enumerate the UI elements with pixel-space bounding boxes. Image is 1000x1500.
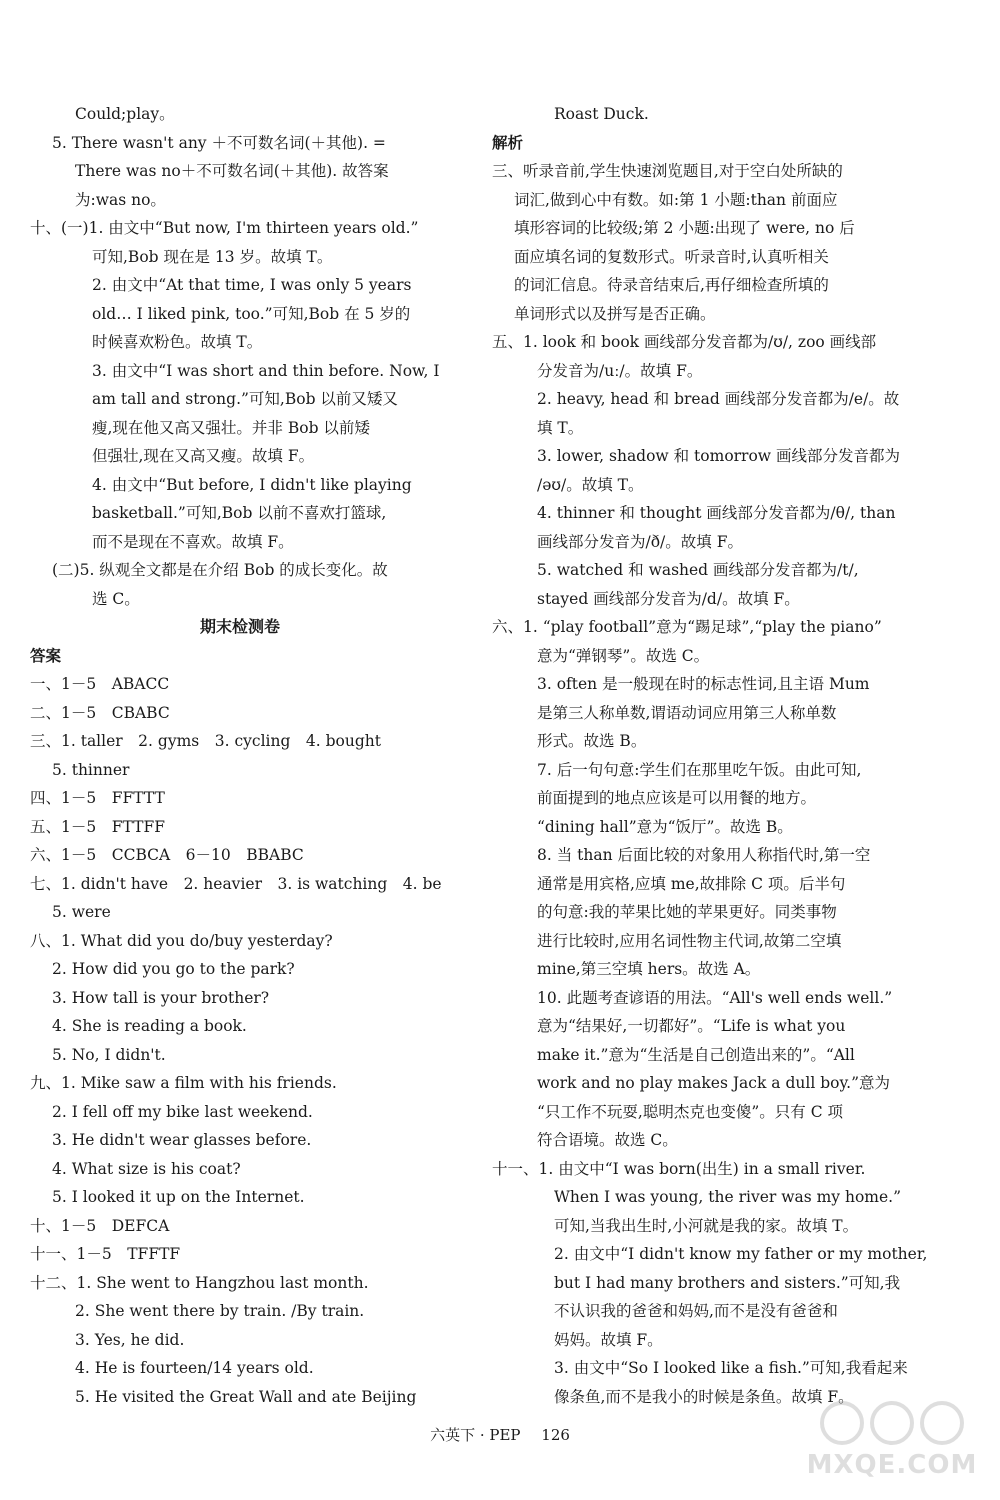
text-line: 像条鱼,而不是我小的时候是条鱼。故填 F。: [554, 1387, 854, 1406]
text-line: 通常是用宾格,应填 me,故排除 C 项。后半句: [537, 874, 846, 893]
text-line: 时候喜欢粉色。故填 T。: [92, 333, 263, 351]
text-line: 是第三人称单数,谓语动词应用第三人称单数: [537, 703, 837, 722]
text-line: 3. often 是一般现在时的标志性词,且主语 Mum: [537, 675, 870, 693]
text-line: 十二、1. She went to Hangzhou last month.: [30, 1273, 369, 1292]
footer-book-label: 六英下 · PEP: [430, 1426, 521, 1444]
text-line: 形式。故选 B。: [537, 732, 647, 750]
text-line: 7. 后一句句意:学生们在那里吃午饭。由此可知,: [537, 760, 862, 779]
text-line: 4. thinner 和 thought 画线部分发音都为/θ/, than: [537, 504, 896, 522]
text-line: 进行比较时,应用名词性物主代词,故第二空填: [537, 931, 842, 950]
text-line: 三、1. taller 2. gyms 3. cycling 4. bought: [30, 732, 381, 750]
text-line: make it.”意为“生活是自己创造出来的”。“All: [537, 1045, 855, 1064]
sub-heading: 解析: [492, 133, 524, 152]
text-line: 五、1－5 FTTFF: [30, 817, 165, 836]
text-line: 的句意:我的苹果比她的苹果更好。同类事物: [537, 903, 837, 921]
text-line: 五、1. look 和 book 画线部分发音都为/ʊ/, zoo 画线部: [492, 333, 877, 351]
text-line: stayed 画线部分发音为/d/。故填 F。: [537, 589, 800, 608]
text-line: /əʊ/。故填 T。: [537, 475, 644, 494]
page-number: 126: [541, 1426, 570, 1444]
text-line: 3. He didn't wear glasses before.: [52, 1131, 312, 1149]
text-line: 3. 由文中“So I looked like a fish.”可知,我看起来: [554, 1359, 908, 1377]
text-line: There was no＋不可数名词(＋其他). 故答案: [75, 162, 389, 180]
text-line: Roast Duck.: [554, 105, 649, 123]
text-line: 七、1. didn't have 2. heavier 3. is watching 4. be: [30, 874, 442, 893]
text-line: 三、听录音前,学生快速浏览题目,对于空白处所缺的: [492, 162, 843, 180]
text-line: 5. There wasn't any ＋不可数名词(＋其他). =: [52, 133, 386, 152]
text-line: 3. Yes, he did.: [75, 1330, 185, 1349]
text-line: 为:was no。: [75, 190, 166, 209]
text-line: 妈妈。故填 F。: [554, 1330, 663, 1349]
text-line: 10. 此题考查谚语的用法。“All's well ends well.”: [537, 988, 893, 1007]
text-line: 一、1－5 ABACC: [30, 675, 170, 693]
text-line: 六、1－5 CCBCA 6－10 BBABC: [30, 846, 304, 864]
text-line: (二)5. 纵观全文都是在介绍 Bob 的成长变化。故: [52, 561, 388, 579]
text-line: 四、1－5 FFTTT: [30, 789, 165, 807]
text-line: 十一、1. 由文中“I was born(出生) in a small river.: [492, 1159, 866, 1178]
text-line: 2. How did you go to the park?: [52, 960, 295, 978]
text-line: basketball.”可知,Bob 以前不喜欢打篮球,: [92, 504, 387, 522]
text-line: 瘦,现在他又高又强壮。并非 Bob 以前矮: [92, 418, 370, 437]
text-line: 分发音为/uː/。故填 F。: [537, 361, 703, 380]
watermark-url: MXQE.COM: [806, 1450, 978, 1480]
text-line: 5. thinner: [52, 760, 130, 779]
text-line: 2. 由文中“At that time, I was only 5 years: [92, 276, 412, 294]
text-line: 单词形式以及拼写是否正确。: [514, 304, 716, 323]
text-line: 十、1－5 DEFCA: [30, 1216, 170, 1235]
text-line: 符合语境。故选 C。: [537, 1131, 678, 1149]
text-line: 十一、1－5 TFFTF: [30, 1245, 181, 1263]
sub-heading: 答案: [30, 646, 62, 665]
text-line: mine,第三空填 hers。故选 A。: [537, 960, 761, 978]
sec-heading: 期末检测卷: [199, 617, 280, 636]
text-line: 填 T。: [537, 418, 584, 437]
text-line: 3. 由文中“I was short and thin before. Now, I: [92, 361, 440, 380]
text-line: When I was young, the river was my home.”: [554, 1188, 902, 1206]
text-line: 4. What size is his coat?: [52, 1159, 241, 1178]
text-line: 5. I looked it up on the Internet.: [52, 1188, 305, 1206]
text-line: 3. How tall is your brother?: [52, 988, 270, 1007]
watermark: [802, 1398, 982, 1488]
text-line: 而不是现在不喜欢。故填 F。: [92, 532, 294, 551]
text-line: “dining hall”意为“饭厅”。故选 B。: [537, 817, 793, 836]
text-line: 六、1. “play football”意为“踢足球”,“play the piano”: [492, 618, 882, 636]
text-line: 意为“弹钢琴”。故选 C。: [537, 646, 710, 665]
text-line: old… I liked pink, too.”可知,Bob 在 5 岁的: [92, 304, 411, 323]
text-line: 2. 由文中“I didn't know my father or my mother,: [554, 1245, 928, 1263]
text-line: but I had many brothers and sisters.”可知,我: [554, 1273, 901, 1292]
text-line: 填形容词的比较级;第 2 小题:出现了 were, no 后: [514, 219, 855, 237]
right-column: [492, 100, 928, 1411]
text-line: 4. He is fourteen/14 years old.: [75, 1359, 314, 1377]
text-line: 画线部分发音为/ð/。故填 F。: [537, 532, 743, 551]
text-line: 5. watched 和 washed 画线部分发音都为/t/,: [537, 561, 859, 579]
text-line: 不认识我的爸爸和妈妈,而不是没有爸爸和: [554, 1302, 838, 1320]
watermark-logo: [812, 1398, 972, 1448]
text-line: 十、(一)1. 由文中“But now, I'm thirteen years old.”: [30, 219, 419, 237]
text-line: 4. She is reading a book.: [52, 1017, 247, 1035]
text-line: 八、1. What did you do/buy yesterday?: [30, 931, 333, 950]
text-line: 面应填名词的复数形式。听录音时,认真听相关: [514, 247, 829, 266]
text-line: 但强壮,现在又高又瘦。故填 F。: [92, 447, 315, 465]
text-line: 九、1. Mike saw a film with his friends.: [30, 1074, 337, 1092]
text-line: work and no play makes Jack a dull boy.”意为: [537, 1074, 891, 1092]
left-column: [30, 100, 450, 1411]
text-line: 2. I fell off my bike last weekend.: [52, 1102, 313, 1121]
text-line: 2. She went there by train. /By train.: [75, 1302, 365, 1320]
text-line: “只工作不玩耍,聪明杰克也变傻”。只有 C 项: [537, 1102, 843, 1121]
text-line: 5. No, I didn't.: [52, 1045, 166, 1064]
text-line: 5. He visited the Great Wall and ate Beijing: [75, 1387, 417, 1406]
text-line: 词汇,做到心中有数。如:第 1 小题:than 前面应: [514, 190, 838, 209]
text-line: 可知,Bob 现在是 13 岁。故填 T。: [92, 247, 333, 266]
text-line: 二、1－5 CBABC: [30, 703, 170, 722]
text-line: 8. 当 than 后面比较的对象用人称指代时,第一空: [537, 846, 871, 864]
text-line: 3. lower, shadow 和 tomorrow 画线部分发音都为: [537, 447, 900, 465]
text-line: Could;play。: [75, 105, 175, 123]
text-line: 可知,当我出生时,小河就是我的家。故填 T。: [554, 1216, 859, 1235]
text-line: 5. were: [52, 903, 111, 921]
text-line: 的词汇信息。待录音结束后,再仔细检查所填的: [514, 276, 829, 294]
text-line: 前面提到的地点应该是可以用餐的地方。: [537, 789, 817, 807]
text-line: am tall and strong.”可知,Bob 以前又矮又: [92, 390, 398, 408]
text-line: 意为“结果好,一切都好”。“Life is what you: [537, 1017, 846, 1035]
text-line: 2. heavy, head 和 bread 画线部分发音都为/e/。故: [537, 390, 900, 408]
text-line: 4. 由文中“But before, I didn't like playing: [92, 475, 412, 494]
text-line: 选 C。: [92, 589, 140, 608]
